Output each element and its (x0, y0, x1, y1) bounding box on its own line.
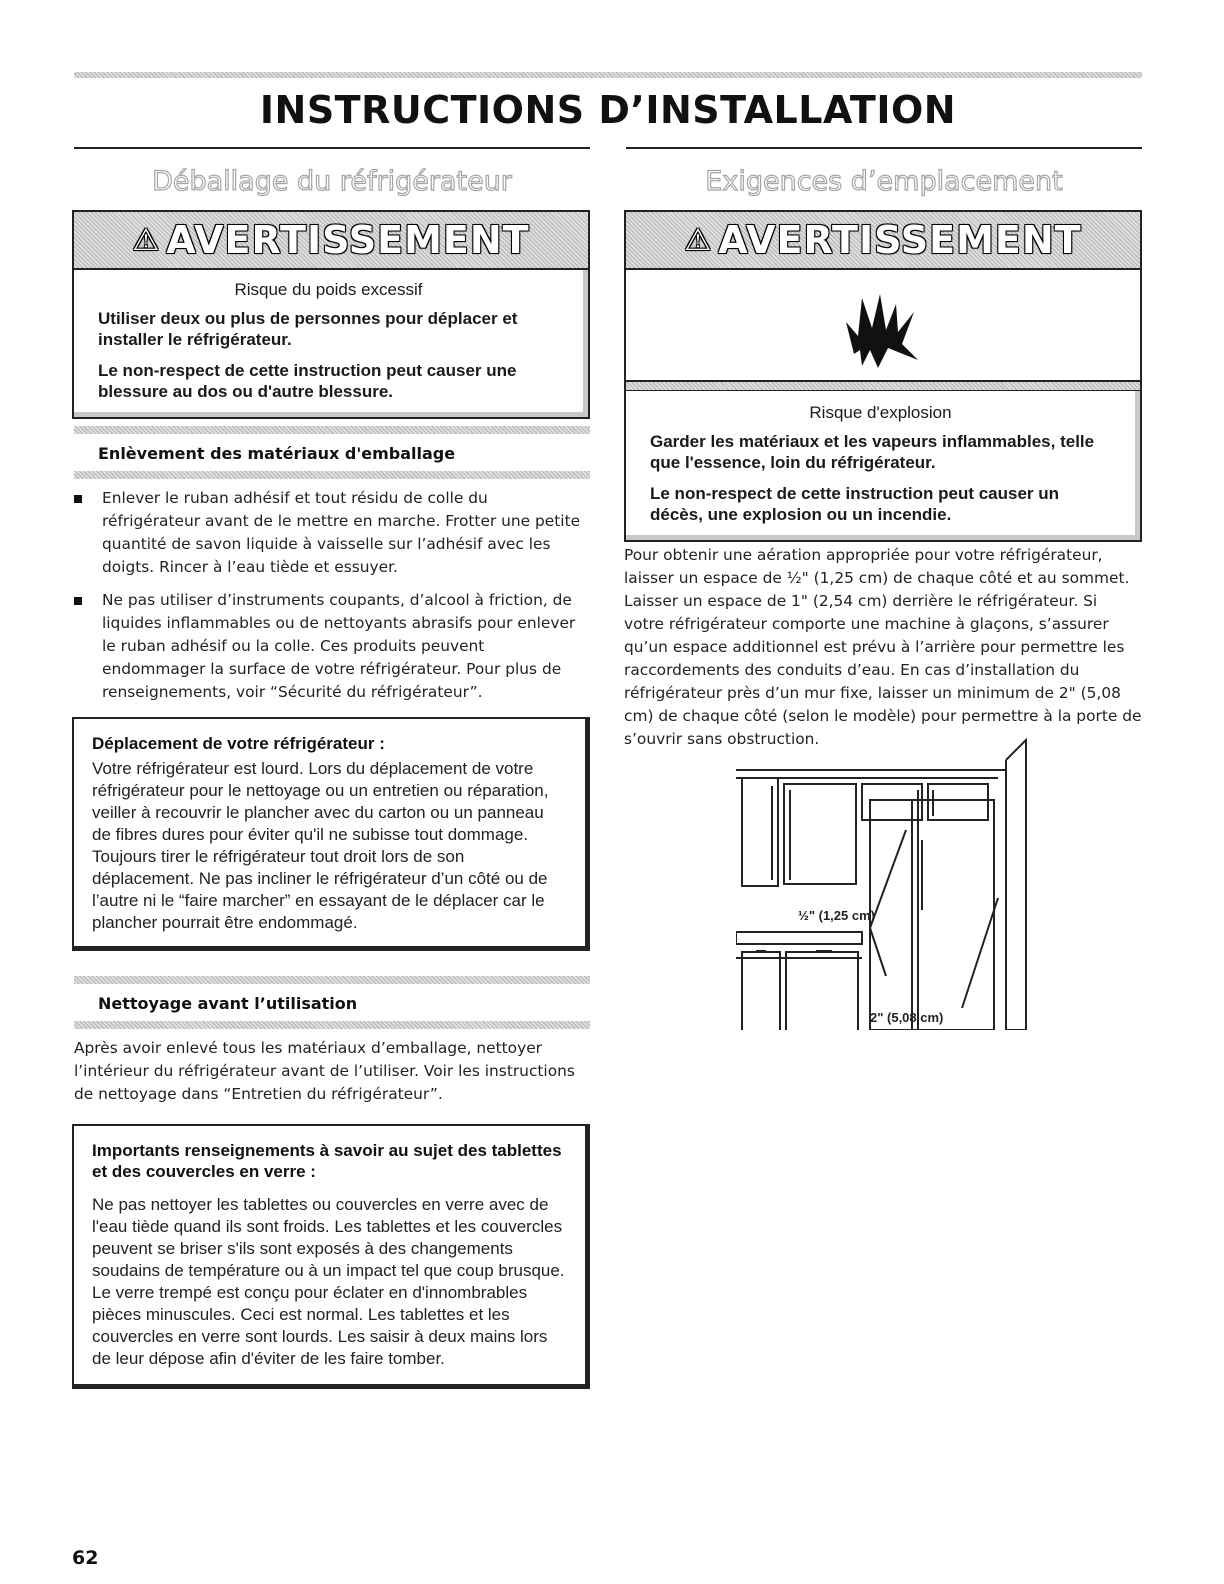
explosion-warning-box (624, 210, 1142, 542)
list-item: Enlever le ruban adhésif et tout résidu de colle du réfrigérateur avant de le mettre en marche. Frotter une petite quantité de savon liquide à vaisselle sur l’adhésif avec les doigts. Rincer à l’eau tiède et essuyer. (74, 487, 586, 579)
warning-banner-label: AVERTISSEMENT (166, 218, 530, 262)
subhead-band (74, 426, 590, 434)
right-column-rule (626, 147, 1142, 149)
warning-triangle-icon: ⚠ (684, 222, 713, 258)
cleaning-subhead-label: Nettoyage avant l’utilisation (98, 994, 358, 1013)
subhead-band (74, 471, 590, 479)
warning-risk: Risque d'explosion (809, 403, 952, 422)
warning-line: Garder les matériaux et les vapeurs inflammables, telle que l'essence, loin du réfrigérateur. (650, 432, 1095, 472)
warning-triangle-icon: ⚠ (132, 222, 161, 258)
list-item: Ne pas utiliser d’instruments coupants, d’alcool à friction, de liquides inflammables ou de nettoyants abrasifs pour enlever le ruban adhésif ou la colle. Ces produits peuvent endommager la surface de votre réfrigérateur. Pour plus de renseignements, voir “Sécurité du réfrigérateur”. (74, 589, 586, 704)
glass-box-text: Ne pas nettoyer les tablettes ou couvercles en verre avec de l'eau tiède quand ils sont froids. Les tablettes et les couvercles peuvent se briser s'ils sont exposés à des changements soudains de température ou à un impact tel que coup brusque. Le verre trempé est conçu pour éclater en d'innombrables pièces minuscules. Ceci est normal. Les tablettes et les couvercles en verre sont lourds. Les saisir à deux mains lors de leur dépose afin d'éviter de les faire tomber. (92, 1195, 565, 1368)
cleaning-paragraph: Après avoir enlevé tous les matériaux d’emballage, nettoyer l’intérieur du réfrigérateur avant de l’utiliser. Voir les instructions de nettoyage dans “Entretien du réfrigérateur”. (74, 1039, 575, 1103)
removal-bullet-list (74, 487, 586, 714)
weight-warning-box (72, 210, 590, 419)
removal-subhead-label: Enlèvement des matériaux d'emballage (98, 444, 456, 463)
top-decorative-band (74, 72, 1142, 78)
subhead-band (74, 1021, 590, 1029)
moving-info-box (72, 717, 590, 951)
glass-info-box (72, 1124, 590, 1389)
page-title: INSTRUCTIONS D’INSTALLATION (259, 88, 957, 132)
clearance-diagram (736, 730, 1036, 1030)
clearance-paragraph: Pour obtenir une aération appropriée pour votre réfrigérateur, laisser un espace de ½" (1,25 cm) de chaque côté et au sommet. Laisser un espace de 1" (2,54 cm) derrière le réfrigérateur. Si votre réfrigérateur comporte une machine à glaçons, s’assurer qu’un espace additionnel est prévu à l’arrière pour permettre les raccordements des conduits d’eau. En cas d’installation du réfrigérateur près d’un mur fixe, laisser un minimum de 2" (5,08 cm) de chaque côté (selon le modèle) pour permettre à la porte de s’ouvrir sans obstruction. (624, 546, 1142, 748)
warning-line: Le non-respect de cette instruction peut causer un décès, une explosion ou un incendie. (650, 484, 1060, 524)
subhead-band (74, 976, 590, 984)
wall-clearance-label: 2" (5,08 cm) (870, 1010, 944, 1025)
left-section-title: Déballage du réfrigérateur (152, 166, 512, 197)
explosion-icon (626, 270, 1140, 380)
page-number: 62 (72, 1547, 99, 1569)
moving-box-text: Votre réfrigérateur est lourd. Lors du déplacement de votre réfrigérateur pour le nettoyage ou un entretien ou réparation, veiller à recouvrir le plancher avec du carton ou un panneau de fibres dures pour éviter qu'il ne subisse tout dommage. Toujours tirer le réfrigérateur tout droit lors de son déplacement. Ne pas incliner le réfrigérateur d’un côté ou de l’autre ni le “faire marcher” en essayant de le déplacer car le plancher pourrait être endommagé. (92, 759, 549, 932)
moving-box-title: Déplacement de votre réfrigérateur : (92, 734, 385, 753)
warning-risk: Risque du poids excessif (234, 280, 423, 299)
cleaning-subhead (74, 976, 590, 1029)
left-column-rule (74, 147, 590, 149)
warning-banner-label: AVERTISSEMENT (718, 218, 1082, 262)
warning-line: Utiliser deux ou plus de personnes pour déplacer et installer le réfrigérateur. (98, 309, 518, 349)
explosion-symbol-area (626, 270, 1140, 382)
warning-body (74, 270, 588, 417)
side-clearance-label: ½" (1,25 cm) (798, 908, 875, 923)
warning-banner (74, 212, 588, 270)
removal-subhead (74, 426, 590, 479)
warning-band (626, 382, 1140, 391)
glass-box-title: Importants renseignements à savoir au sujet des tablettes et des couvercles en verre : (92, 1141, 562, 1181)
warning-line: Le non-respect de cette instruction peut causer une blessure au dos ou d'autre blessure. (98, 361, 517, 401)
warning-body (626, 391, 1140, 540)
warning-banner (626, 212, 1140, 270)
right-section-title: Exigences d’emplacement (705, 166, 1063, 197)
